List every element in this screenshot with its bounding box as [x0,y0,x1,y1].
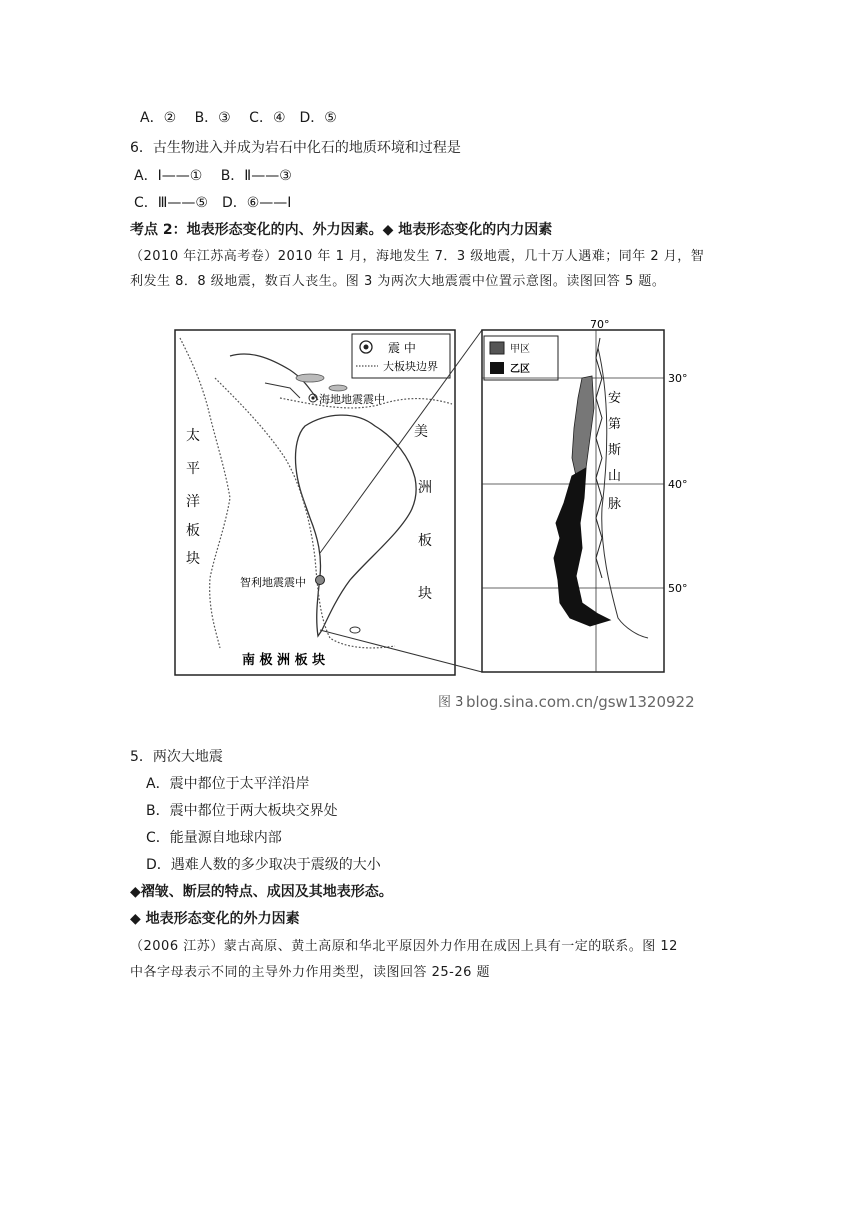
america-char-1: 美 [414,424,428,440]
pacific-char-1: 太 [186,428,200,444]
lon-70-label: 70° [590,318,610,331]
chile-epicenter-icon [316,576,325,585]
options-q6-row2: C．Ⅲ——⑤ D．⑥——Ⅰ [134,195,292,211]
paragraph-line-2: 中各字母表示不同的主导外力作用类型，读图回答 25-26 题 [130,965,491,980]
andes-char-1: 安 [608,391,622,406]
figure-caption: 图 3 [438,695,464,710]
america-char-3: 板 [418,533,432,549]
question-5: 5．两次大地震 [130,749,223,765]
heading-folds-faults: ◆褶皱、断层的特点、成因及其地表形态。 [130,884,393,900]
chile-label: 智利地震震中 [240,576,306,589]
q5-option-d: D．遇难人数的多少取决于震级的大小 [146,857,381,873]
pacific-char-2: 平 [186,461,200,477]
antarctic-label: 南 极 洲 板 块 [242,653,326,668]
zone-b-swatch-icon [490,362,504,374]
intro-line-1: （2010 年江苏高考卷）2010 年 1 月，海地发生 7．3 级地震，几十万人遇难；同年 2 月，智 [130,249,705,264]
epicenter-symbol-dot-icon [364,345,369,350]
legend-epicenter: 震 中 [388,341,416,355]
andes-char-3: 斯 [608,443,622,458]
pacific-char-5: 块 [186,551,200,567]
hispaniola-island [329,385,347,391]
cuba-island [296,374,324,382]
options-q6-row1: A．Ⅰ——① B．Ⅱ——③ [134,168,292,184]
andes-char-4: 山 [608,469,622,484]
figure-3-map [170,318,700,718]
section-heading-2: 考点 2：地表形态变化的内、外力因素。◆ 地表形态变化的内力因素 [130,222,553,238]
zone-a-label: 甲区 [510,344,530,355]
watermark: blog.sina.com.cn/gsw1320922 [466,693,695,711]
lat-40-label: 40° [668,478,688,491]
zone-a-swatch-icon [490,342,504,354]
pacific-char-3: 洋 [186,494,200,510]
zone-b-label: 乙区 [510,364,530,375]
q5-option-c: C．能量源自地球内部 [146,830,282,846]
haiti-label: 海地地震震中 [319,393,385,406]
haiti-epicenter-dot-icon [311,396,314,399]
paragraph-line-1: （2006 江苏）蒙古高原、黄土高原和华北平原因外力作用在成因上具有一定的联系。图 12 [130,939,678,954]
america-char-4: 块 [418,586,432,602]
heading-external-forces: ◆ 地表形态变化的外力因素 [130,911,300,927]
andes-char-2: 第 [608,417,622,432]
q5-option-b: B．震中都位于两大板块交界处 [146,803,338,819]
legend-boundary: 大板块边界 [383,360,438,373]
question-6: 6．古生物进入并成为岩石中化石的地质环境和过程是 [130,140,461,156]
q5-option-a: A．震中都位于太平洋沿岸 [146,776,310,792]
lat-50-label: 50° [668,582,688,595]
options-line-1: A．② B．③ C．④ D．⑤ [140,110,337,126]
andes-char-5: 脉 [608,497,622,512]
lat-30-label: 30° [668,372,688,385]
america-char-2: 洲 [418,480,432,496]
pacific-char-4: 板 [186,523,200,539]
intro-line-2: 利发生 8．8 级地震，数百人丧生。图 3 为两次大地震震中位置示意图。读图回答 5 题。 [130,274,666,289]
